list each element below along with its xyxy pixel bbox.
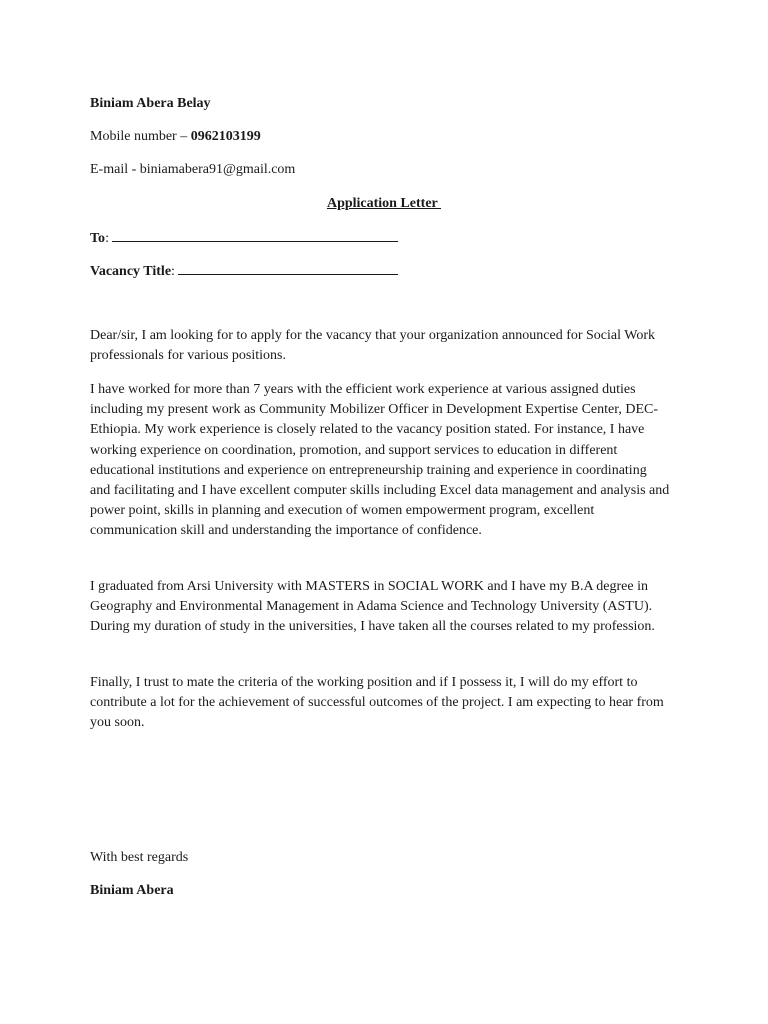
- to-label: To: [90, 231, 106, 246]
- letter-title: [0, 195, 768, 212]
- paragraph-experience: I have worked for more than 7 years with the efficient work experience at various assigned duties including my present work as Community Mobilizer Officer in Development Expertise Center, DEC- Ethiopia. My work experience is closely related to the vacancy position stated. For instance, I have working experience on coordination, promotion, and support services to education in different educational institutions and experience on entrepreneurship training and experience in coordinating and facilitating and I have excellent computer skills including Excel data management and analysis and power point, skills in planning and execution of women empowerment program, excellent communication skill and understanding the importance of confidence.: [90, 382, 670, 539]
- vacancy-blank-line: [178, 261, 398, 275]
- sender-name: Biniam Abera Belay: [90, 96, 211, 111]
- signature-name: Biniam Abera: [90, 883, 174, 898]
- mobile-number: 0962103199: [190, 129, 261, 144]
- paragraph-education: I graduated from Arsi University with MASTERS in SOCIAL WORK and I have my B.A degree in Geography and Environmental Management in Adama Science and Technology University (ASTU). During my duration of study in the universities, I have taken all the courses related to my profession.: [90, 579, 655, 635]
- mobile-line: [90, 128, 261, 145]
- paragraph-closing: Finally, I trust to mate the criteria of the working position and if I possess it, I will do my effort to contribute a lot for the achievement of successful outcomes of the project. I am expecting to hear from you soon.: [90, 675, 664, 731]
- mobile-label: Mobile number –: [90, 129, 191, 144]
- to-colon: :: [105, 231, 113, 246]
- to-line: [90, 228, 398, 247]
- regards-line: With best regards: [90, 850, 189, 865]
- vacancy-colon: :: [171, 264, 179, 279]
- letter-title-text: Application Letter: [326, 196, 442, 211]
- vacancy-title-line: [90, 261, 398, 280]
- paragraph-greeting: Dear/sir, I am looking for to apply for the vacancy that your organization announced for Social Work professionals for various positions.: [90, 328, 656, 364]
- to-blank-line: [112, 228, 398, 242]
- email-line: E-mail - biniamabera91@gmail.com: [90, 162, 296, 177]
- vacancy-title-label: Vacancy Title: [90, 264, 172, 279]
